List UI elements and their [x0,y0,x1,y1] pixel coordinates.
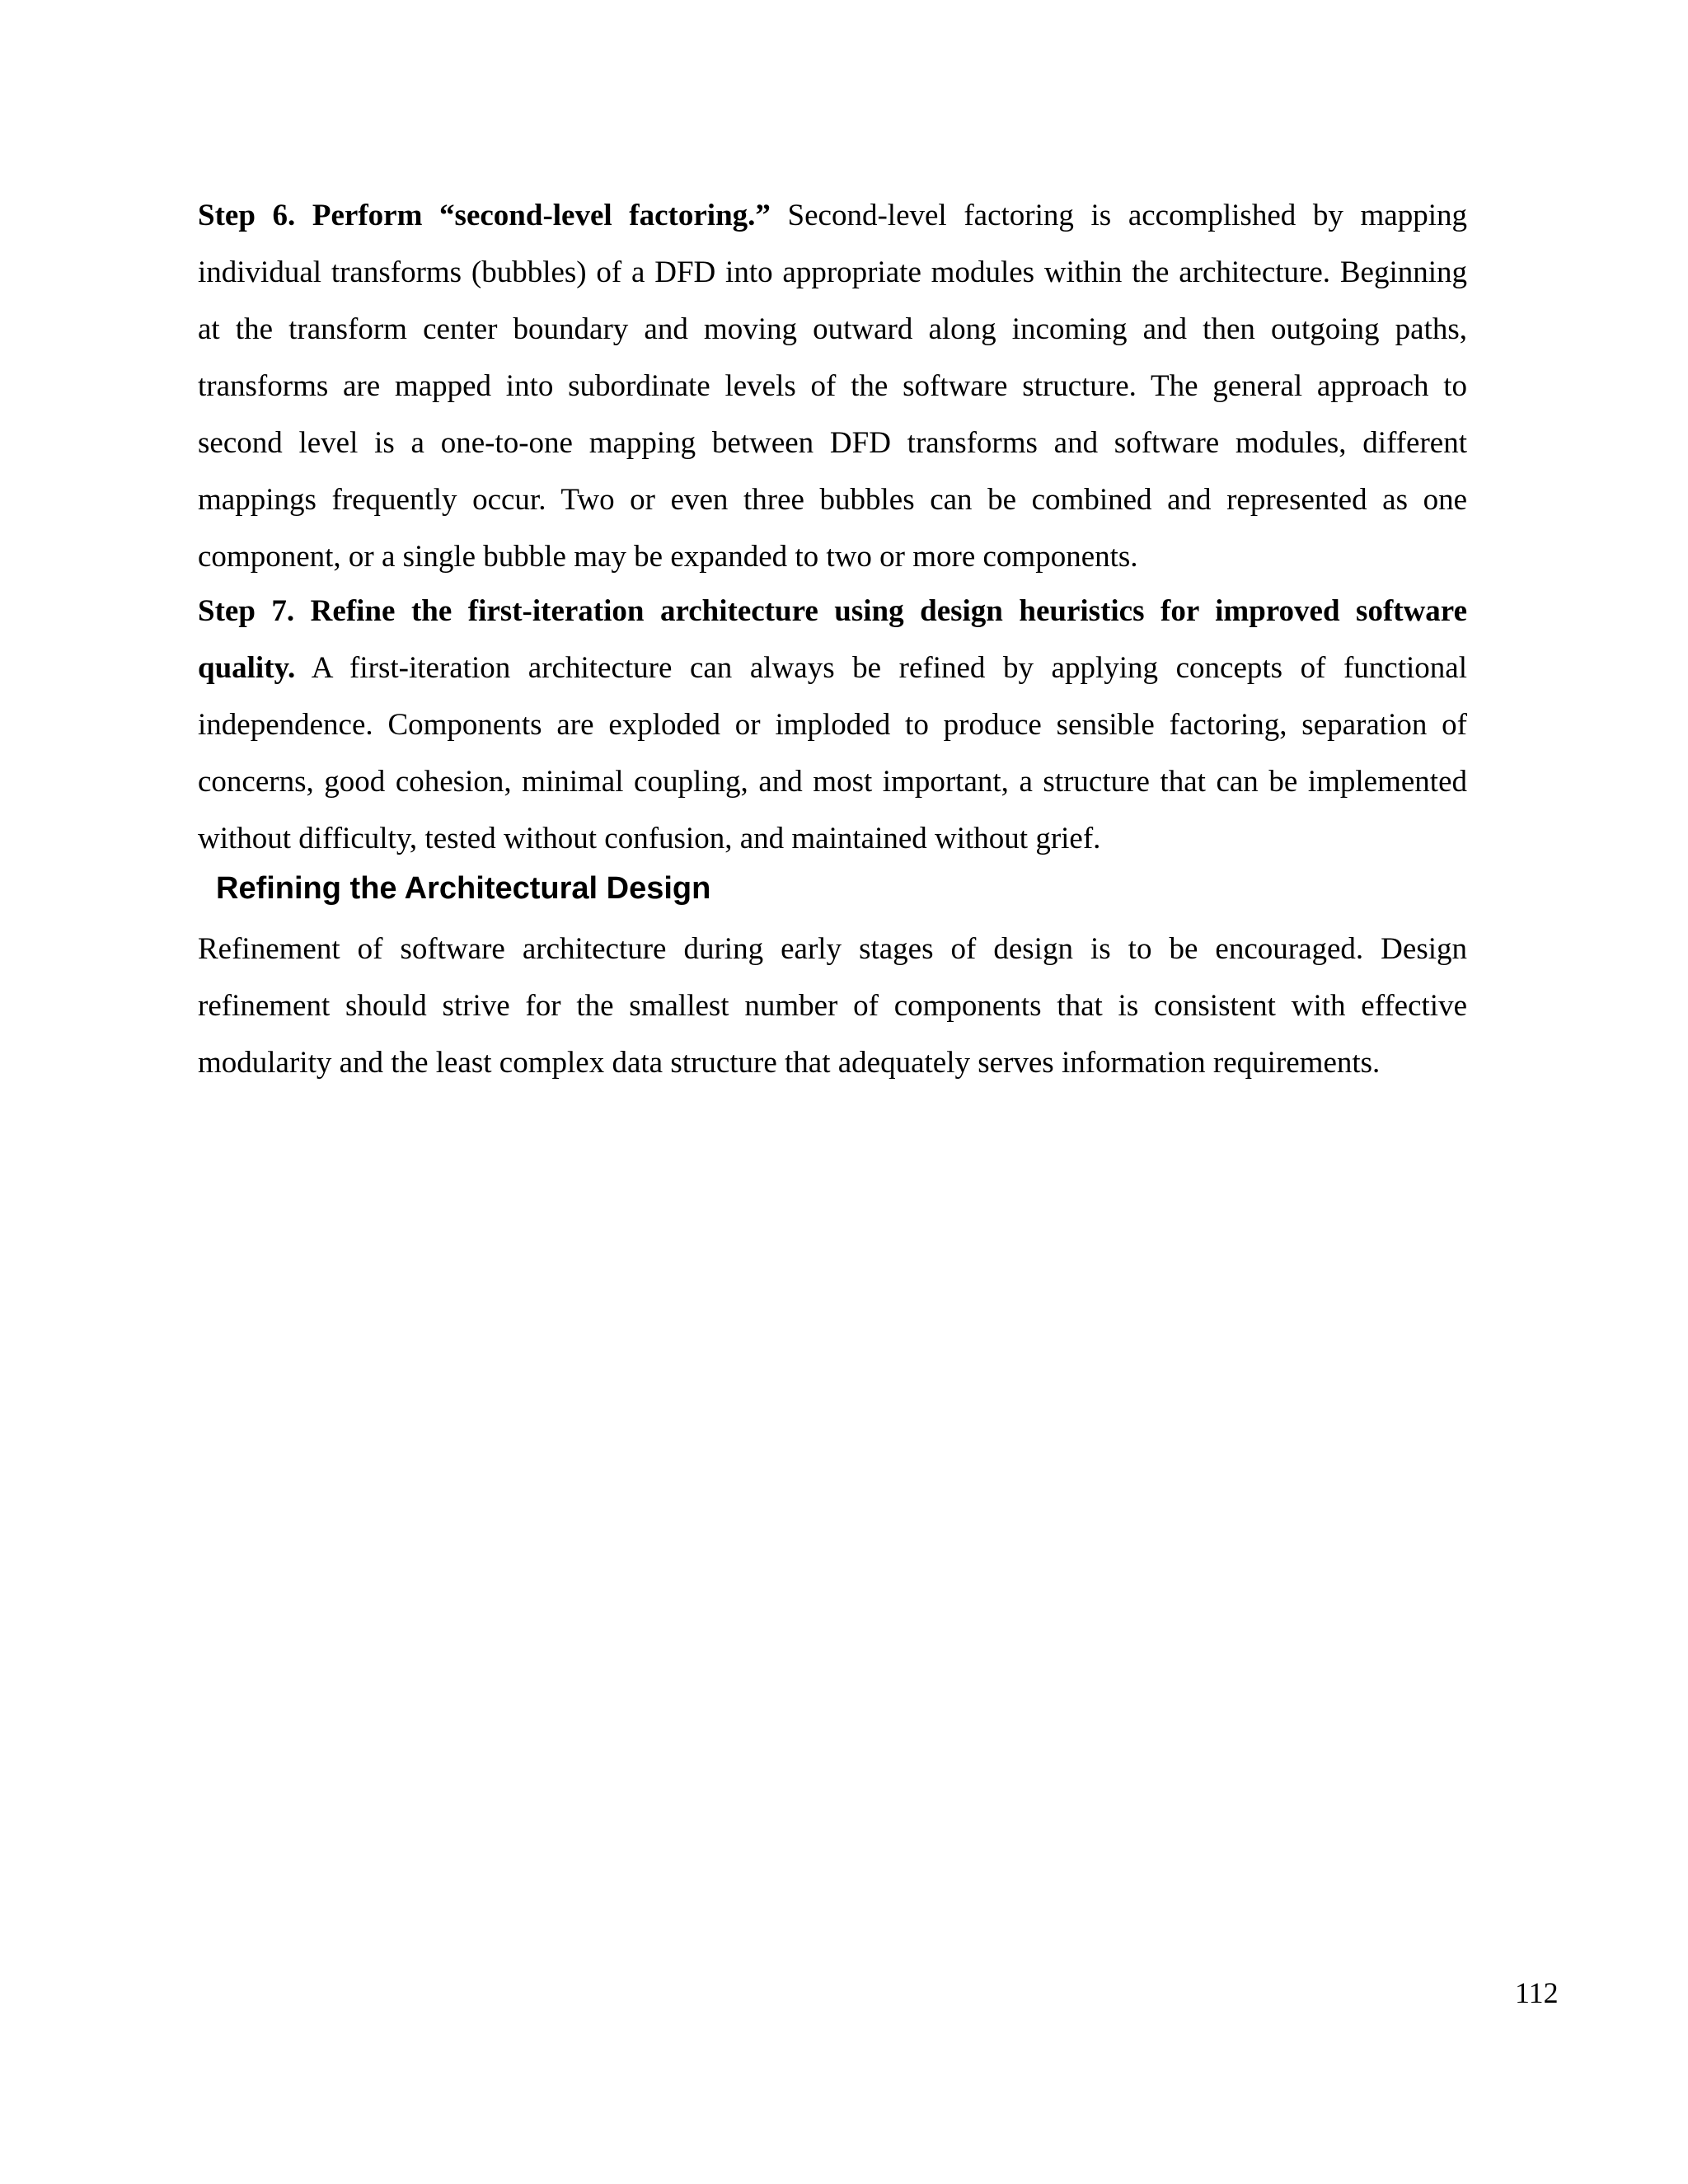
page-number: 112 [1515,1976,1559,2009]
step-6-text: Second-level factoring is accomplished by mapping individual transforms (bubbles) of a DFD into appropriate modules within the architecture. Beginning at the transform center boundary and moving outward along incoming and then outgoing paths, transforms are mapped into subordinate levels of the software structure. The general approach to second level is a one-to-one mapping between DFD transforms and software modules, different mappings frequently occur. Two or even three bubbles can be combined and represented as one component, or a single bubble may be expanded to two or more components. [198,199,1467,574]
step-6-paragraph [198,187,1467,585]
section-paragraph: Refinement of software architecture during early stages of design is to be encouraged. Design refinement should strive for the smallest number of components that is consistent with effective modularity and the least complex data structure that adequately serves information requirements. [198,932,1467,1080]
step-7-lead: Step 7. Refine the first-iteration architecture using design heuristics for improved software quality. [198,594,1467,685]
section-heading: Refining the Architectural Design [216,871,711,906]
step-6-lead: Step 6. Perform “second-level factoring.” [198,199,771,232]
step-7-paragraph [198,583,1467,867]
step-7-text: A first-iteration architecture can always be refined by applying concepts of functional independence. Components are exploded or imploded to produce sensible factoring, separation of concerns, good cohesion, minimal coupling, and most important, a structure that can be implemented without difficulty, tested without confusion, and maintained without grief. [198,651,1467,855]
